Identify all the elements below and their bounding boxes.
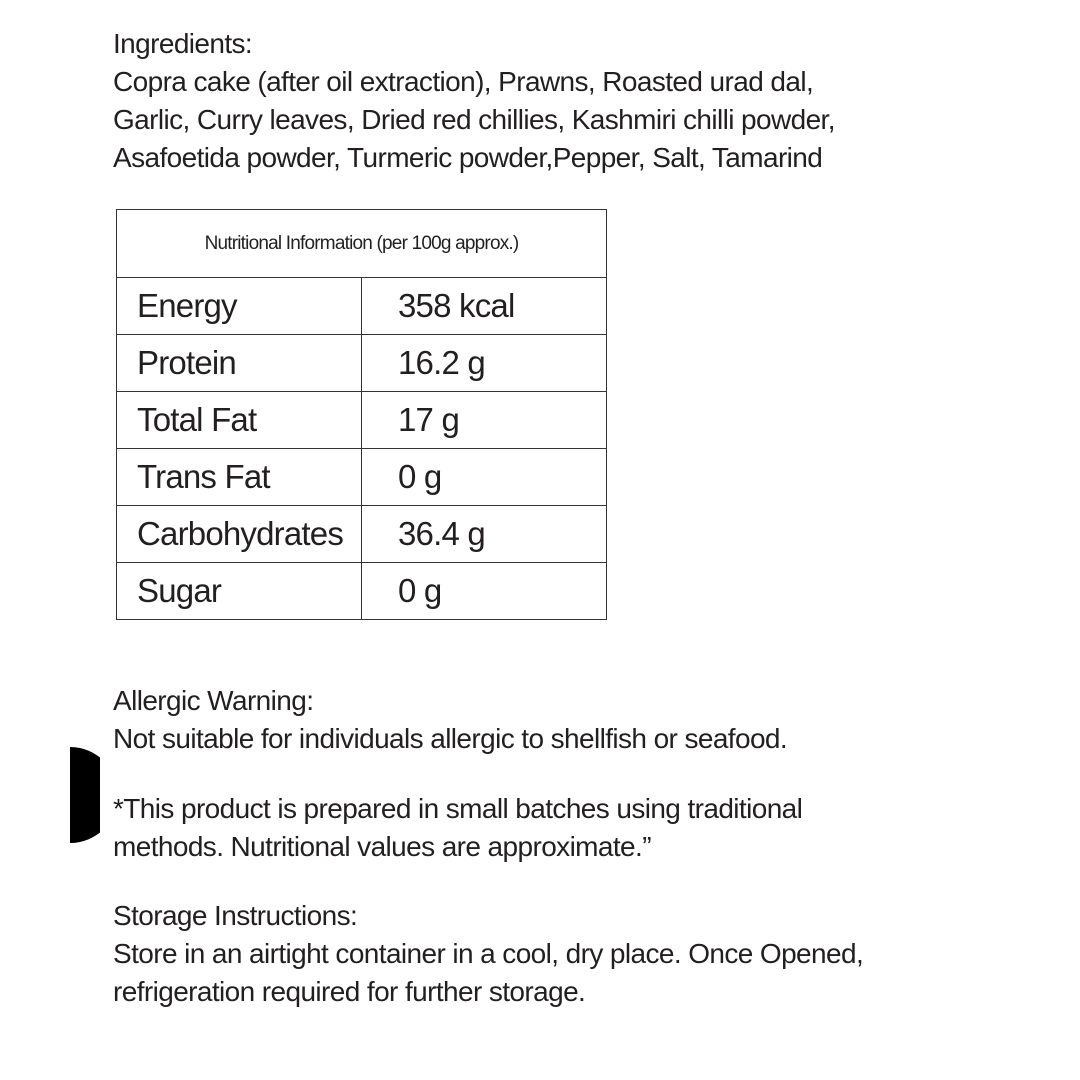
nutrient-name: Total Fat	[117, 392, 362, 449]
nutrient-name: Protein	[117, 335, 362, 392]
nutrient-name: Trans Fat	[117, 449, 362, 506]
storage-heading: Storage Instructions:	[113, 900, 358, 931]
nutrient-value: 0 g	[362, 449, 607, 506]
nutrient-name: Energy	[117, 278, 362, 335]
nutrition-title: Nutritional Information (per 100g approx.)	[117, 210, 607, 278]
ingredients-heading: Ingredients:	[113, 28, 253, 59]
allergy-text: Not suitable for individuals allergic to shellfish or seafood.	[113, 723, 788, 754]
nutrition-row-trans-fat	[117, 449, 607, 506]
nutrient-value: 36.4 g	[362, 506, 607, 563]
ingredients-line-2: Garlic, Curry leaves, Dried red chillies, Kashmiri chilli powder,	[113, 104, 835, 135]
nutrient-value: 16.2 g	[362, 335, 607, 392]
nutrition-table	[116, 209, 607, 620]
nutrition-row-total-fat	[117, 392, 607, 449]
nutrition-row-sugar	[117, 563, 607, 620]
nutrition-row-carbohydrates	[117, 506, 607, 563]
nutrition-row-protein	[117, 335, 607, 392]
ingredients-section	[113, 25, 835, 177]
production-note	[113, 790, 802, 866]
storage-section	[113, 897, 863, 1011]
storage-line-2: refrigeration required for further storage.	[113, 976, 586, 1007]
half-circle-shape	[70, 747, 100, 843]
allergy-section	[113, 682, 787, 758]
note-line-1: *This product is prepared in small batches using traditional	[113, 793, 803, 824]
allergy-heading: Allergic Warning:	[113, 685, 314, 716]
nutrient-name: Carbohydrates	[117, 506, 362, 563]
nutrient-value: 17 g	[362, 392, 607, 449]
half-circle-marker	[40, 745, 100, 845]
nutrient-value: 358 kcal	[362, 278, 607, 335]
storage-line-1: Store in an airtight container in a cool, dry place. Once Opened,	[113, 938, 864, 969]
note-line-2: methods. Nutritional values are approximate.”	[113, 831, 651, 862]
nutrition-title-row	[117, 210, 607, 278]
nutrient-name: Sugar	[117, 563, 362, 620]
nutrient-value: 0 g	[362, 563, 607, 620]
ingredients-line-1: Copra cake (after oil extraction), Prawns, Roasted urad dal,	[113, 66, 814, 97]
ingredients-line-3: Asafoetida powder, Turmeric powder,Pepper, Salt, Tamarind	[113, 142, 823, 173]
nutrition-row-energy	[117, 278, 607, 335]
